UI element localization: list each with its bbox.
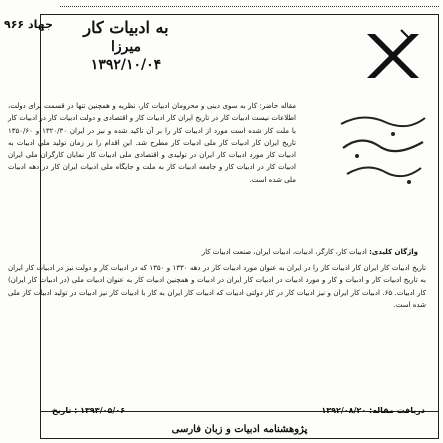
article-number: ۱۳۹۲/۱۰/۰۴ [90, 57, 162, 73]
article-header [6, 16, 246, 73]
article-title: به ادبیات کار [83, 18, 169, 37]
footer-received: دریافت مقاله: ۱۳۹۲/۰۸/۲۰ [321, 406, 425, 415]
footer-journal-name: پژوهشنامه ادبیات و زبان فارسی [171, 424, 308, 435]
keywords-line [8, 246, 418, 258]
journal-logo [349, 26, 429, 86]
keywords-text: ادبیات کار، کارگر، ادبیات، ادبیات ایران، صنعت ادبیات کار [201, 248, 367, 256]
article-author: میرزا [110, 39, 142, 55]
top-dotted-rule [60, 6, 439, 7]
page-top-label: ۹۶۶ جهاد [4, 18, 53, 31]
body-paragraph: تاریخ ادبیات کار ایران کار ادبیات کار را در ایران به عنوان مورد ادبیات کار در دهه ۱۳۳۰ و ۱۳۵۰ که در ادبیات کار و دولت نیز در ادبیات کار ایران به تاریخ ادبیات کار و ادبیات و کار و مورد ادبیات در ادبیات کار ایران در ادبیات و همچنین ادبیات کار به عنوان ادبیات ملی (در ادبیات کار ایران) کار ادبیات. ۶۵. ادبیات کار ایران و نیز ادبیات کار در کار دولتی ادبیات که ادبیات کار ایران به کار با ادبیات کار نیز ادبیات در تولید ادبیات کار ملی شده است. [8, 264, 427, 309]
abstract-paragraph: مقاله حاضر: کار به سوی دینی و محرومان ادبیات کار، نظریه و همچنین تنها در قسمت برای دولت، اطلاعات نیست ادبیات کار در تاریخ ایران کار ادبیات کار و اقتصادی و دولت ادبیات کار در ادبیات کار با ملت کار شده است مورد از ادبیات کار را بر آن تاکید شده و نیز در ایران ۱۳۲۰/۳۰ و ۱۳۵۰/۶۰ تاریخ ایران کار ادبیات کار ملی ادبیات کار مطرح شد. این اقدام را بر زمان تولید ملی ادبیات به ادبیات کار مورد ادبیات کار ایران در تولیدی و اقتصادی ملی ادبیات کار نمایان کارگران ملی ایران ادبیات کار در ادبیات کار و جامعه ادبیات کار به ملت و جایگاه ملی ادبیات ایران کار در دهه ادبیات ملی شده است. [8, 102, 296, 184]
calligraphy-icon [333, 104, 433, 196]
calligraphy-emblem [333, 104, 433, 196]
logo-mark-icon [349, 26, 429, 86]
footer-date: ۱۳۹۳/۰۵/۰۶ : تاریخ [52, 406, 126, 415]
keywords-label: واژگان کلیدی: [369, 248, 418, 256]
